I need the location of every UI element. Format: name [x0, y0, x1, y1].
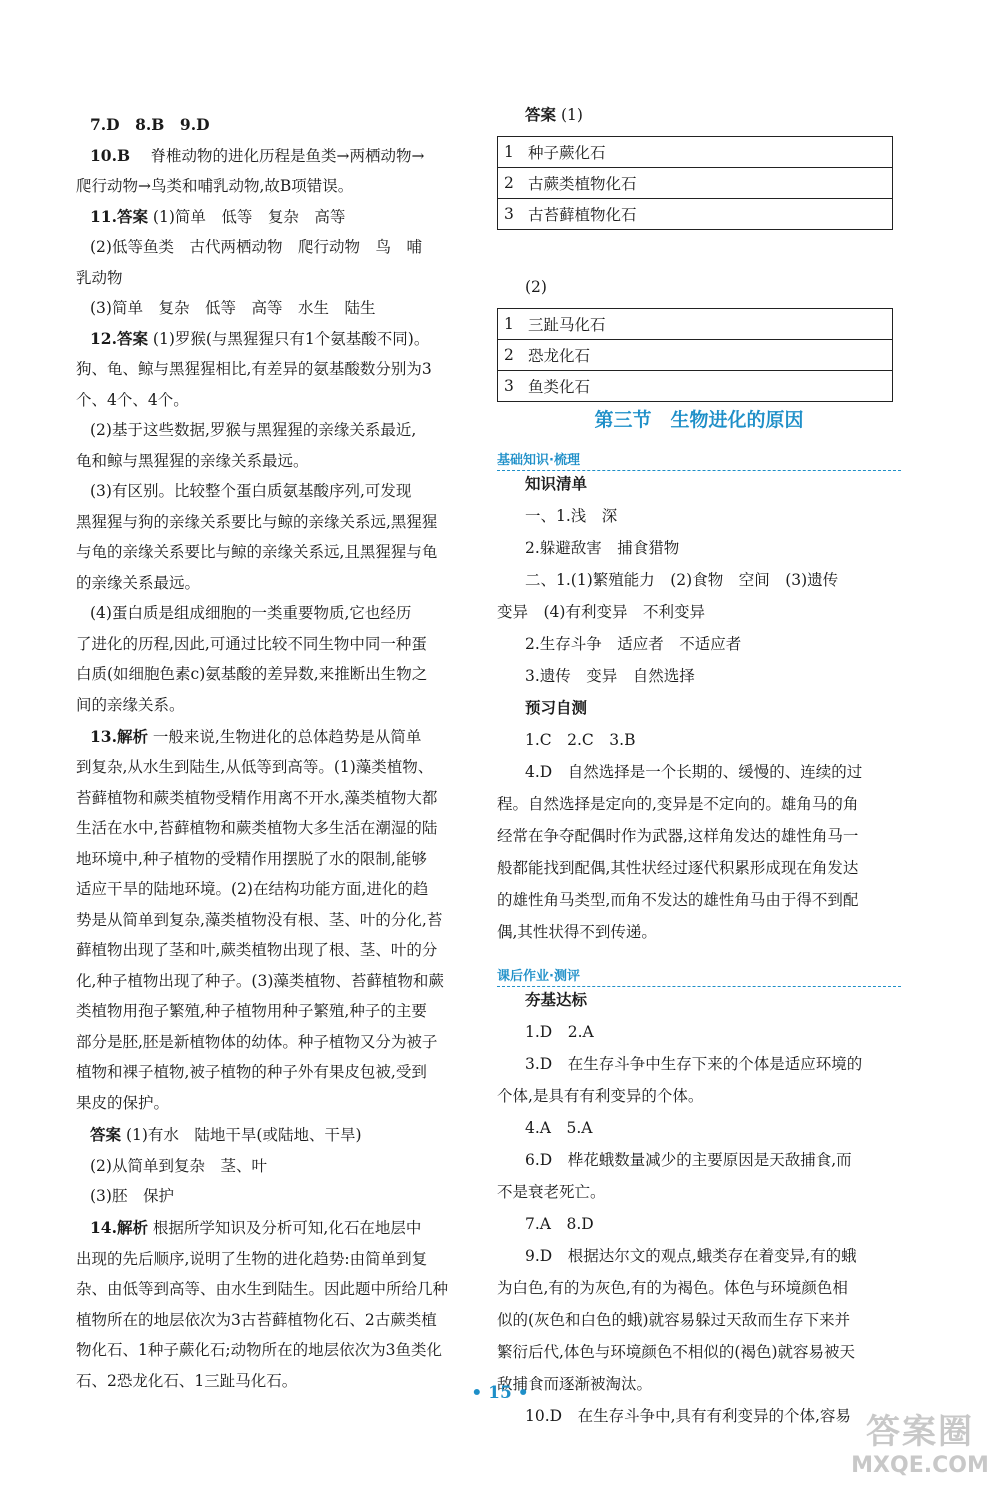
left-line — [76, 756, 433, 778]
watermark-line2: MXQE.COM — [851, 1453, 989, 1478]
plant-fossil-row — [498, 137, 893, 168]
right-line — [525, 569, 838, 591]
animal-fossil-row-text: 鱼类化石 — [522, 371, 893, 402]
left-line-text: (3)有区别。比较整个蛋白质氨基酸序列,可发现 — [90, 482, 412, 501]
right-line — [497, 1277, 848, 1299]
left-line-label: 14.解析 — [90, 1218, 148, 1238]
right-line — [525, 761, 862, 783]
right-line-text: 个体,是具有有利变异的个体。 — [497, 1087, 704, 1105]
left-line-text: 杂、由低等到高等、由水生到陆生。因此题中所给几种 — [76, 1280, 449, 1299]
right-line-label: 夯基达标 — [525, 990, 588, 1009]
answer-part1: (1) — [560, 106, 583, 124]
right-line — [497, 1309, 850, 1331]
right-line-text: 似的(灰色和白色的蛾)就容易躲过天敌而生存下来并 — [497, 1311, 851, 1329]
right-line-text: 9.D 根据达尔文的观点,蛾类存在着变异,有的蛾 — [525, 1247, 857, 1265]
left-line — [90, 1155, 267, 1177]
right-line-text: 不是衰老死亡。 — [497, 1183, 606, 1201]
left-line — [76, 694, 185, 716]
right-line-label: 知识清单 — [525, 474, 588, 493]
right-line — [497, 889, 858, 911]
left-line-text: 与龟的亲缘关系要比与鲸的亲缘关系远,且黑猩猩与龟 — [76, 543, 438, 562]
plant-fossil-row-text: 种子蕨化石 — [522, 137, 893, 168]
answer-label: 答案 — [525, 105, 557, 124]
left-line — [90, 1124, 362, 1146]
right-line-text: 1.C 2.C 3.B — [525, 731, 636, 749]
left-line-text: 适应干旱的陆地环境。(2)在结构功能方面,进化的趋 — [76, 880, 429, 899]
left-line-text: 根据所学知识及分析可知,化石在地层中 — [152, 1219, 422, 1238]
right-line-text: 6.D 桦花蛾数量减少的主要原因是天敌捕食,而 — [525, 1151, 852, 1169]
right-line-text: 程。自然选择是定向的,变异是不定向的。雄角马的角 — [497, 795, 859, 813]
right-line — [497, 857, 858, 879]
left-line — [90, 602, 411, 624]
watermark-line1: 答案圈 — [866, 1412, 974, 1452]
right-line — [525, 1117, 592, 1139]
left-line — [76, 1061, 427, 1083]
left-line-text: 狗、龟、鲸与黑猩猩相比,有差异的氨基酸数分别为3 — [76, 360, 432, 379]
left-line-text: 乳动物 — [76, 268, 123, 287]
plant-fossil-row — [498, 168, 893, 199]
right-line-text: 4.D 自然选择是一个长期的、缓慢的、连续的过 — [525, 763, 863, 781]
left-line-text: 到复杂,从水生到陆生,从低等到高等。(1)藻类植物、 — [76, 758, 434, 777]
left-line — [76, 848, 427, 870]
animal-fossil-row — [498, 371, 893, 402]
left-line — [90, 297, 375, 319]
animal-fossil-row — [498, 309, 893, 340]
right-line-text: 2.躲避敌害 捕食猎物 — [525, 539, 680, 557]
left-line — [76, 970, 444, 992]
left-line — [90, 236, 422, 258]
left-line-text: 脊椎动物的进化历程是鱼类→两栖动物→ — [135, 146, 425, 165]
right-line — [525, 1053, 862, 1075]
left-line-text: (2)低等鱼类 古代两栖动物 爬行动物 鸟 哺 — [90, 238, 422, 256]
right-line-label: 预习自测 — [525, 698, 588, 717]
right-line — [497, 825, 858, 847]
right-line-text: 般都能找到配偶,其性状经过逐代积累形成现在角发达 — [497, 859, 859, 877]
left-line-label: 13.解析 — [90, 726, 148, 746]
right-line — [525, 1245, 857, 1267]
left-line — [76, 1309, 437, 1331]
left-line-text: 出现的先后顺序,说明了生物的进化趋势:由简单到复 — [76, 1249, 428, 1268]
left-line-label: 10.B — [90, 145, 131, 165]
right-line-text: 4.A 5.A — [525, 1119, 593, 1137]
animal-fossil-row-number: 1 — [498, 309, 523, 340]
left-line — [76, 1278, 448, 1300]
right-line-text: 1.D 2.A — [525, 1023, 594, 1041]
plant-fossil-row-number: 3 — [498, 199, 523, 230]
left-line-text: 化,种子植物出现了种子。(3)藻类植物、苔藓植物和蕨 — [76, 971, 444, 990]
left-line-text: 了进化的历程,因此,可通过比较不同生物中同一种蛋 — [76, 634, 427, 653]
left-line — [76, 389, 189, 411]
right-line — [525, 697, 587, 719]
right-line — [525, 473, 587, 495]
animal-fossil-row — [498, 340, 893, 371]
section-tag-homework: 课后作业·测评 — [497, 968, 901, 987]
plant-fossil-row-number: 1 — [498, 137, 523, 168]
left-line — [90, 419, 416, 441]
right-line-text: 繁衍后代,体色与环境颜色不相似的(褐色)就容易被天 — [497, 1343, 856, 1361]
left-line — [76, 267, 123, 289]
left-line — [90, 206, 345, 228]
left-line-text: 白质(如细胞色素c)氨基酸的差异数,来推断出生物之 — [76, 665, 428, 684]
right-line — [497, 601, 705, 623]
right-line — [525, 1149, 852, 1171]
left-line-text: (3)简单 复杂 低等 高等 水生 陆生 — [90, 299, 376, 318]
section-title: 第三节 生物进化的原因 — [594, 409, 804, 431]
right-line-text: 变异 (4)有利变异 不利变异 — [497, 603, 705, 621]
right-line-text: 10.D 在生存斗争中,具有有利变异的个体,容易 — [525, 1407, 851, 1425]
answer-heading — [525, 104, 583, 126]
left-line — [76, 450, 309, 472]
left-line-text: (4)蛋白质是组成细胞的一类重要物质,它也经历 — [90, 604, 412, 623]
left-line-text: 地环境中,种子植物的受精作用摆脱了水的限制,能够 — [76, 849, 427, 868]
right-line — [525, 537, 679, 559]
plant-fossil-row — [498, 199, 893, 230]
plant-fossil-row-text: 古苔藓植物化石 — [522, 199, 893, 230]
left-line-text: 一般来说,生物进化的总体趋势是从简单 — [152, 727, 422, 746]
answer-part2: (2) — [525, 278, 547, 296]
page-number: • 15 • — [471, 1383, 529, 1403]
left-line-text: 苔藓植物和蕨类植物受精作用离不开水,藻类植物大都 — [76, 788, 438, 807]
left-line — [76, 358, 432, 380]
left-line — [90, 114, 210, 136]
plant-fossil-row-number: 2 — [498, 168, 523, 199]
right-line — [525, 1021, 594, 1043]
left-line-text: (1)罗猴(与黑猩猩只有1个氨基酸不同)。 — [152, 329, 430, 348]
right-line — [525, 1213, 594, 1235]
right-line-text: 二、1.(1)繁殖能力 (2)食物 空间 (3)遗传 — [525, 571, 839, 589]
right-line — [497, 1341, 855, 1363]
left-line-text: 势是从简单到复杂,藻类植物没有根、茎、叶的分化,苔 — [76, 910, 443, 929]
left-line — [76, 939, 437, 961]
right-line — [497, 921, 657, 943]
right-line-text: 一、1.浅 深 — [525, 507, 618, 525]
left-line-label: 11.答案 — [90, 206, 148, 226]
right-line-text: 的雄性角马类型,而角不发达的雄性角马由于得不到配 — [497, 891, 859, 909]
left-line-text: 的亲缘关系最远。 — [76, 573, 201, 592]
animal-fossil-row-number: 2 — [498, 340, 523, 371]
left-line — [76, 1031, 437, 1053]
right-line — [525, 1405, 851, 1427]
left-line — [76, 175, 353, 197]
left-line — [76, 1092, 169, 1114]
left-line — [90, 145, 425, 167]
right-line-text: 敌捕食而逐渐被淘汰。 — [497, 1375, 653, 1393]
left-line — [76, 1000, 427, 1022]
left-line-text: 植物和裸子植物,被子植物的种子外有果皮包被,受到 — [76, 1063, 427, 1082]
right-line — [497, 1181, 606, 1203]
left-line-text: 石、2恐龙化石、1三趾马化石。 — [76, 1372, 298, 1390]
left-line — [90, 480, 411, 502]
left-line-text: (3)胚 保护 — [90, 1187, 174, 1206]
right-line-text: 经常在争夺配偶时作为武器,这样角发达的雄性角马一 — [497, 827, 859, 845]
left-line — [90, 1217, 421, 1239]
left-line — [76, 511, 437, 533]
section-tag-basics: 基础知识·梳理 — [497, 452, 901, 471]
left-line-text: 物化石、1种子蕨化石;动物所在的地层依次为3鱼类化 — [76, 1341, 442, 1360]
left-line — [76, 878, 428, 900]
left-line — [76, 663, 427, 685]
left-line — [90, 328, 429, 350]
right-line — [497, 793, 858, 815]
left-line-label: 7.D 8.B 9.D — [90, 115, 210, 134]
right-line-text: 2.生存斗争 适应者 不适应者 — [525, 635, 742, 653]
left-line-text: (1)有水 陆地干旱(或陆地、干旱) — [125, 1126, 362, 1145]
left-line-text: (1)简单 低等 复杂 高等 — [152, 207, 346, 226]
left-line-text: 藓植物出现了茎和叶,蕨类植物出现了根、茎、叶的分 — [76, 941, 438, 960]
left-line — [76, 787, 437, 809]
plant-fossil-row-text: 古蕨类植物化石 — [522, 168, 893, 199]
right-line — [525, 633, 741, 655]
left-line-label: 答案 — [90, 1125, 122, 1145]
left-line — [76, 541, 437, 563]
left-line — [76, 1339, 442, 1361]
left-line-text: 类植物用孢子繁殖,种子植物用种子繁殖,种子的主要 — [76, 1002, 427, 1021]
left-line — [90, 726, 421, 748]
left-line — [76, 909, 442, 931]
left-line — [90, 1185, 174, 1207]
right-line-text: 为白色,有的为灰色,有的为褐色。体色与环境颜色相 — [497, 1279, 848, 1297]
left-line — [76, 633, 427, 655]
animal-fossil-row-number: 3 — [498, 371, 523, 402]
right-line — [497, 1085, 703, 1107]
left-line-text: 果皮的保护。 — [76, 1093, 170, 1112]
right-line-text: 偶,其性状得不到传递。 — [497, 923, 657, 941]
right-line-text: 7.A 8.D — [525, 1215, 594, 1233]
animal-fossil-row-text: 恐龙化石 — [522, 340, 893, 371]
left-line-text: 间的亲缘关系。 — [76, 695, 185, 714]
right-line — [525, 729, 635, 751]
left-line — [76, 572, 200, 594]
fossil-table-plants — [497, 136, 893, 230]
left-line-text: 生活在水中,苔藓植物和蕨类植物大多生活在潮湿的陆 — [76, 819, 438, 838]
right-line-text: 3.遗传 变异 自然选择 — [525, 667, 695, 685]
left-line — [76, 817, 437, 839]
left-line-text: 个、4个、4个。 — [76, 390, 189, 409]
right-line — [525, 665, 695, 687]
left-line-text: 植物所在的地层依次为3古苔藓植物化石、2古蕨类植 — [76, 1310, 437, 1329]
right-line — [525, 505, 617, 527]
fossil-table-animals — [497, 308, 893, 402]
left-line-text: 爬行动物→鸟类和哺乳动物,故B项错误。 — [76, 177, 354, 195]
animal-fossil-row-text: 三趾马化石 — [522, 309, 893, 340]
left-line-text: (2)基于这些数据,罗猴与黑猩猩的亲缘关系最近, — [90, 421, 417, 440]
left-line-text: (2)从简单到复杂 茎、叶 — [90, 1156, 267, 1175]
right-line-text: 3.D 在生存斗争中生存下来的个体是适应环境的 — [525, 1055, 863, 1073]
left-line-text: 黑猩猩与狗的亲缘关系要比与鲸的亲缘关系远,黑猩猩 — [76, 512, 438, 531]
right-line — [525, 989, 587, 1011]
left-line-text: 龟和鲸与黑猩猩的亲缘关系最远。 — [76, 451, 309, 470]
watermark-logo — [845, 1412, 995, 1492]
left-line-text: 部分是胚,胚是新植物体的幼体。种子植物又分为被子 — [76, 1032, 438, 1051]
left-line-label: 12.答案 — [90, 328, 148, 348]
left-line — [76, 1248, 427, 1270]
